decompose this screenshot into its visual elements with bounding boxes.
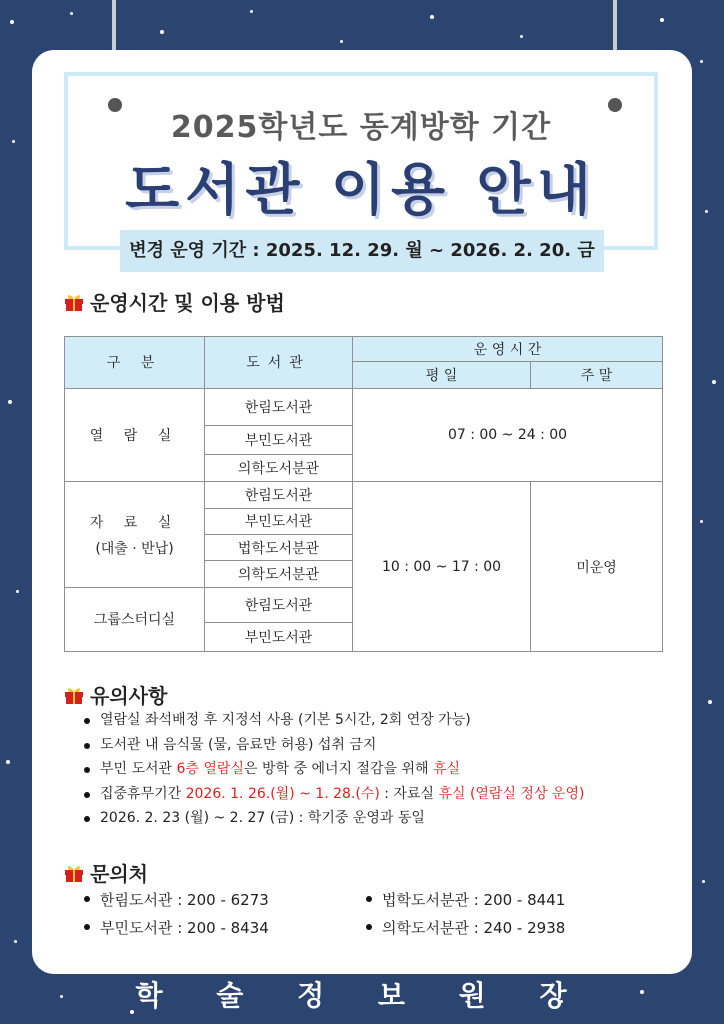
section-hours-title: 운영시간 및 이용 방법 (90, 291, 285, 315)
list-item (84, 782, 584, 807)
materials-room-sublabel: (대출 · 반납) (95, 540, 174, 557)
note-text: : 자료실 (379, 785, 439, 802)
header-weekday: 평 일 (353, 362, 531, 388)
note-text: 집중휴무기간 (100, 785, 186, 802)
note-highlight: 휴실 (433, 761, 461, 777)
section-contact-title: 문의처 (90, 862, 148, 886)
contact-list-right (366, 886, 565, 942)
list-item (84, 757, 584, 782)
table-cell: 부민도서관 (205, 508, 353, 534)
note-highlight: 2026. 1. 26.(월) ~ 1. 28.(수) (185, 785, 380, 802)
contact-medical: 의학도서분관 : 240 - 2938 (366, 914, 565, 942)
reading-hours: 07 : 00 ~ 24 : 00 (353, 388, 663, 481)
page-title: 도서관 이용 안내 (125, 158, 597, 223)
note-highlight: 6층 열람실 (176, 761, 244, 777)
section-notes-heading (64, 680, 167, 709)
weekend-closed: 미운영 (531, 482, 663, 652)
schedule-table (64, 336, 663, 652)
list-item: 2026. 2. 23 (월) ~ 2. 27 (금) : 학기중 운영과 동일 (84, 806, 584, 831)
note-text: 부민 도서관 (100, 761, 177, 777)
note-text: 은 방학 중 에너지 절감을 위해 (244, 761, 433, 777)
row-reading-room: 열 람 실 (65, 388, 205, 481)
materials-hours: 10 : 00 ~ 17 : 00 (353, 482, 531, 652)
header-weekend: 주 말 (531, 362, 663, 388)
gift-icon (64, 863, 84, 883)
footer-signature: 학 술 정 보 원 장 (135, 979, 589, 1012)
gift-icon (64, 685, 84, 705)
section-hours-heading (64, 287, 285, 316)
notes-list (84, 708, 584, 831)
operation-period: 변경 운영 기간 : 2025. 12. 29. 월 ~ 2026. 2. 20. 금 (120, 230, 604, 272)
table-cell: 부민도서관 (205, 426, 353, 454)
header-category: 구 분 (65, 337, 205, 389)
subtitle: 2025학년도 동계방학 기간 (170, 110, 552, 145)
materials-room-label: 자 료 실 (89, 514, 180, 531)
contact-hallym: 한림도서관 : 200 - 6273 (84, 886, 269, 914)
section-contact-heading (64, 858, 148, 887)
contact-law: 법학도서분관 : 200 - 8441 (366, 886, 565, 914)
gift-icon (64, 292, 84, 312)
section-notes-title: 유의사항 (90, 684, 168, 708)
table-cell: 한림도서관 (205, 388, 353, 426)
header-library: 도서관 (205, 337, 353, 389)
table-cell: 법학도서분관 (205, 535, 353, 561)
table-cell: 한림도서관 (205, 482, 353, 508)
table-cell: 한림도서관 (205, 587, 353, 623)
list-item: 도서관 내 음식물 (물, 음료만 허용) 섭취 금지 (84, 733, 584, 758)
header-hours: 운 영 시 간 (353, 337, 663, 362)
table-cell: 의학도서분관 (205, 561, 353, 587)
table-cell: 의학도서분관 (205, 454, 353, 481)
contact-list-left (84, 886, 269, 942)
note-highlight: 휴실 (열람실 정상 운영) (438, 785, 585, 802)
list-item: 열람실 좌석배정 후 지정석 사용 (기본 5시간, 2회 연장 가능) (84, 708, 584, 733)
table-cell: 부민도서관 (205, 623, 353, 652)
row-materials-room (65, 482, 205, 588)
row-group-study: 그룹스터디실 (65, 587, 205, 651)
contact-bumin: 부민도서관 : 200 - 8434 (84, 914, 269, 942)
